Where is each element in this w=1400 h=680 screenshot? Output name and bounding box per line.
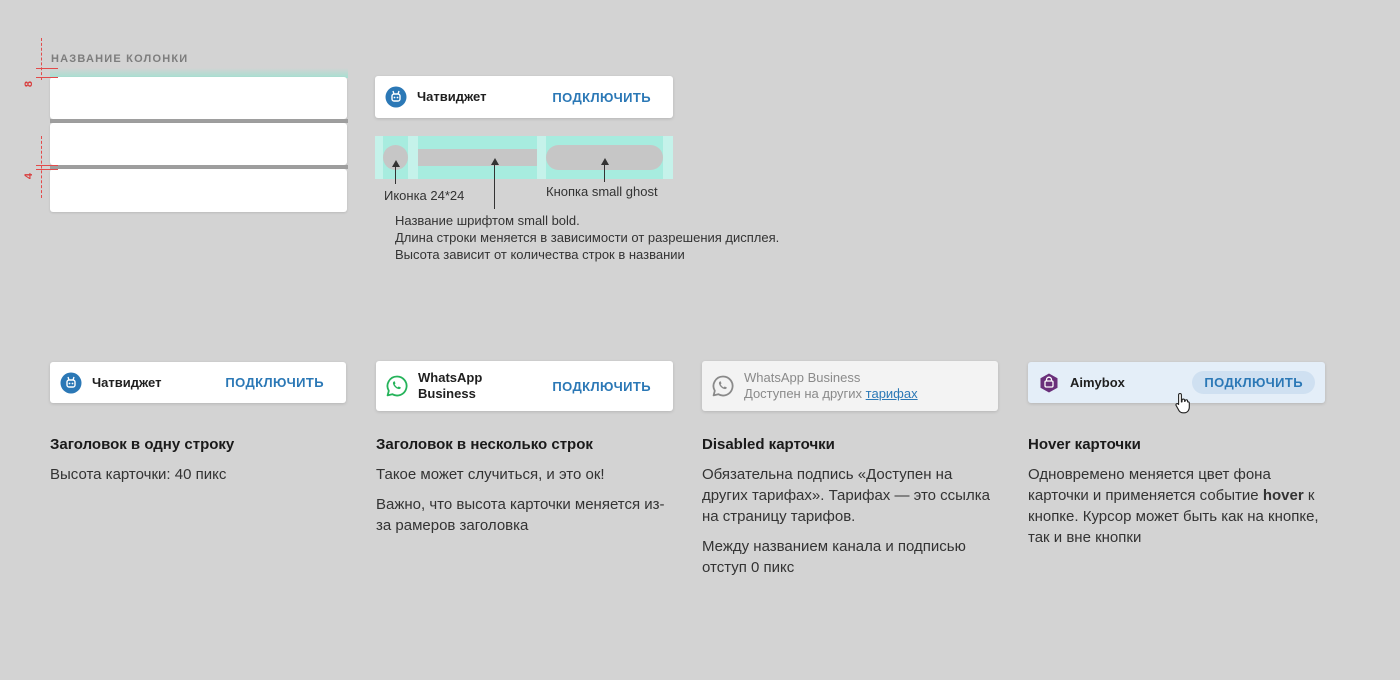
note-line: Длина строки меняется в зависимости от разрешения дисплея. (395, 230, 780, 245)
caption-title: Заголовок в одну строку (50, 436, 235, 453)
caption-title: Disabled карточки (702, 436, 835, 453)
arrow-up-icon (601, 158, 609, 165)
caption-disabled (702, 436, 1002, 587)
caption-text-part: Одновремено меняется цвет фона карточки и применяется событие (1028, 466, 1271, 504)
caption-single-line (50, 436, 350, 494)
gap-8-label: 8 (23, 80, 36, 88)
connect-button[interactable]: ПОДКЛЮЧИТЬ (1192, 371, 1315, 394)
arrow-up-icon (392, 160, 400, 167)
note-line: Название шрифтом small bold. (395, 213, 580, 228)
dimension-tick (36, 77, 58, 78)
caption-text (702, 464, 1002, 578)
arrow-line (604, 164, 605, 182)
caption-multi-line (376, 436, 676, 545)
card-subtitle (744, 386, 988, 402)
arrow-line (395, 166, 396, 184)
caption-title: Hover карточки (1028, 436, 1141, 453)
caption-text (376, 464, 676, 536)
hand-cursor-icon (1174, 392, 1192, 419)
card-slot (50, 123, 347, 165)
connect-button[interactable]: ПОДКЛЮЧИТЬ (552, 378, 651, 394)
chatwidget-icon (60, 372, 82, 394)
card-slot (50, 77, 347, 119)
dimension-tick (36, 68, 58, 69)
card-title-line: Business (418, 386, 476, 401)
connect-button[interactable]: ПОДКЛЮЧИТЬ (552, 89, 651, 105)
card-disabled (702, 361, 998, 411)
caption-text (1028, 464, 1328, 548)
anatomy-padding-guide (375, 136, 383, 179)
title-font-note (395, 212, 779, 263)
arrow-line (494, 164, 495, 209)
aimybox-icon (1038, 372, 1060, 394)
caption-paragraph: Обязательна подпись «Доступен на других тарифах». Тарифах — это ссылка на страницу тарифов. (702, 466, 990, 525)
anatomy-padding-guide (663, 136, 673, 179)
card-title-line: WhatsApp (418, 370, 483, 385)
card-single-line[interactable] (50, 362, 346, 403)
dimension-line (41, 38, 42, 80)
connect-button[interactable]: ПОДКЛЮЧИТЬ (225, 375, 324, 390)
card-slot (50, 169, 347, 212)
arrow-up-icon (491, 158, 499, 165)
card-title: Aimybox (1070, 374, 1125, 390)
card-title: WhatsApp Business (744, 370, 861, 385)
card-title: Чатвиджет (92, 374, 162, 390)
column-title: НАЗВАНИЕ КОЛОНКИ (51, 53, 189, 65)
dimension-line (41, 136, 42, 198)
title-placeholder (418, 149, 537, 166)
tariffs-link[interactable]: тарифах (865, 386, 918, 401)
subtitle-text: Доступен на других (744, 386, 866, 401)
card-multi-line[interactable] (376, 361, 673, 411)
gap-4-label: 4 (23, 172, 36, 180)
icon-size-label: Иконка 24*24 (384, 188, 465, 203)
caption-paragraph: Такое может случиться, и это ок! (376, 466, 605, 483)
anatomy-card (375, 76, 673, 118)
caption-paragraph: Между названием канала и подписью отступ 0 пикс (702, 538, 966, 576)
dimension-tick (36, 165, 58, 166)
caption-title: Заголовок в несколько строк (376, 436, 593, 453)
button-type-label: Кнопка small ghost (546, 184, 658, 199)
whatsapp-icon (386, 375, 408, 397)
caption-paragraph: Высота карточки: 40 пикс (50, 466, 227, 483)
caption-paragraph (1028, 464, 1328, 548)
caption-hover (1028, 436, 1328, 557)
whatsapp-icon (712, 375, 734, 397)
caption-bold-hover: hover (1262, 487, 1304, 504)
anatomy-padding-guide (408, 136, 418, 179)
card-title: Чатвиджет (417, 89, 487, 104)
card-title (418, 370, 540, 402)
caption-paragraph: Важно, что высота карточки меняется из-за рамеров заголовка (376, 496, 665, 534)
anatomy-padding-guide (537, 136, 546, 179)
note-line: Высота зависит от количества строк в названии (395, 247, 685, 262)
chatwidget-icon (385, 86, 407, 108)
caption-text (50, 464, 350, 485)
dimension-tick (36, 169, 58, 170)
caption-text-part: к кнопке. Курсор может быть как на кнопке, так и вне кнопки (1028, 487, 1319, 546)
card-text (744, 370, 988, 402)
